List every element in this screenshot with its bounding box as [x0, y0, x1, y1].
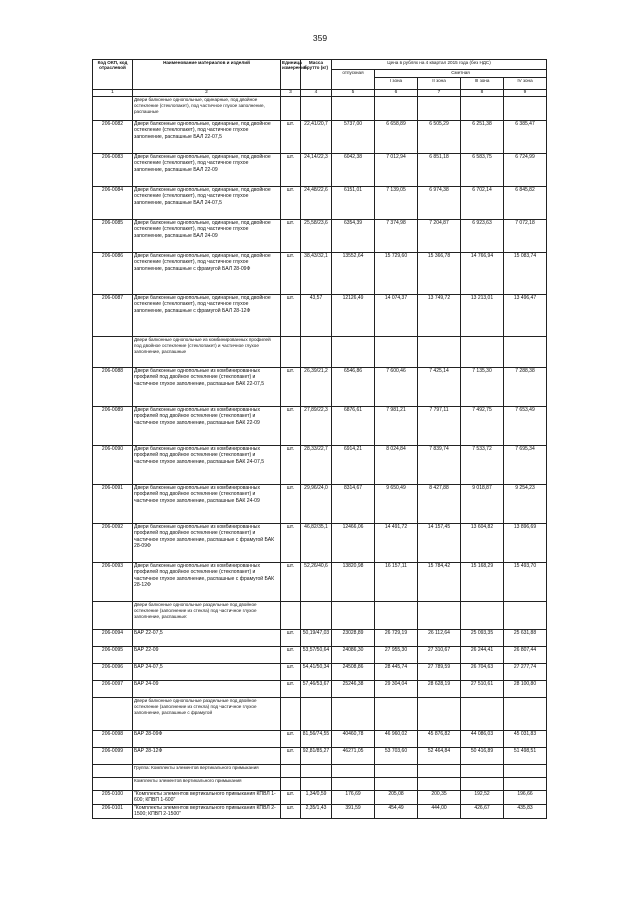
release-price-cell: 12126,49: [332, 295, 375, 337]
release-price-cell: 6151,01: [332, 187, 375, 220]
zone2-price-cell: [418, 765, 461, 778]
mass-cell: 46,82/35,1: [301, 524, 332, 563]
header-zone-4: IV зона: [504, 78, 547, 90]
zone3-price-cell: 6 251,38: [461, 121, 504, 154]
code-cell: [93, 337, 133, 368]
header-estimate: Сметная: [375, 70, 547, 78]
group-header-row: [93, 97, 547, 121]
zone1-price-cell: 46 960,02: [375, 731, 418, 748]
mass-cell: 52,26/40,6: [301, 563, 332, 602]
code-cell: 205-0100: [93, 791, 133, 805]
name-cell: Двери балконные однопольные, одинарные, под двойное остекление (стеклопакет), под частичное глухое заполнение, распашные БАЛ 22-07,5: [133, 121, 281, 154]
code-cell: 206-0082: [93, 121, 133, 154]
name-cell: "Комплекты элементов вертикального примыкания КПВЛ 2-1500; КПВП 2-1500": [133, 805, 281, 819]
zone4-price-cell: [504, 337, 547, 368]
table-row: [93, 563, 547, 602]
unit-cell: шт.: [281, 524, 301, 563]
table-row: [93, 295, 547, 337]
zone4-price-cell: 6 385,47: [504, 121, 547, 154]
mass-cell: 2,35/1,43: [301, 805, 332, 819]
name-cell: Двери балконные однопольные из комбинированных профилей под двойное остекление (стеклопакет) и частичное глухое заполнение, распашные БАК 24-09: [133, 485, 281, 524]
code-cell: 206-0096: [93, 664, 133, 681]
release-price-cell: [332, 765, 375, 778]
zone2-price-cell: 444,00: [418, 805, 461, 819]
zone3-price-cell: 7 135,30: [461, 368, 504, 407]
release-price-cell: 13820,98: [332, 563, 375, 602]
column-number: 4: [301, 90, 332, 97]
zone3-price-cell: 6 923,63: [461, 220, 504, 253]
code-cell: 206-0098: [93, 731, 133, 748]
zone1-price-cell: 205,08: [375, 791, 418, 805]
group-header-row: [93, 602, 547, 630]
name-cell: БАР 22-09: [133, 647, 281, 664]
unit-cell: шт.: [281, 748, 301, 765]
code-cell: 206-0097: [93, 681, 133, 698]
zone2-price-cell: [418, 602, 461, 630]
header-unit: Единица измерения: [281, 60, 301, 90]
header-zone-2: II зона: [418, 78, 461, 90]
zone4-price-cell: 28 100,80: [504, 681, 547, 698]
unit-cell: [281, 337, 301, 368]
release-price-cell: 6914,21: [332, 446, 375, 485]
unit-cell: шт.: [281, 446, 301, 485]
zone2-price-cell: 45 876,82: [418, 731, 461, 748]
zone2-price-cell: 7 839,74: [418, 446, 461, 485]
table-row: [93, 647, 547, 664]
zone2-price-cell: 52 464,84: [418, 748, 461, 765]
zone1-price-cell: [375, 337, 418, 368]
zone1-price-cell: [375, 765, 418, 778]
mass-cell: 24,14/22,3: [301, 154, 332, 187]
header-price-group: Цена в рублях на 4 квартал 2015 года (без НДС): [332, 60, 547, 70]
zone1-price-cell: 6 658,89: [375, 121, 418, 154]
zone4-price-cell: 13 896,69: [504, 524, 547, 563]
mass-cell: 28,33/22,7: [301, 446, 332, 485]
unit-cell: [281, 602, 301, 630]
column-number: 3: [281, 90, 301, 97]
table-row: [93, 220, 547, 253]
table-row: [93, 407, 547, 446]
code-cell: 206-0086: [93, 253, 133, 295]
code-cell: 206-0099: [93, 748, 133, 765]
code-cell: 206-0085: [93, 220, 133, 253]
name-cell: Двери балконные однопольные, одинарные, под двойное остекление (стеклопакет), под частичное глухое заполнение, распашные с фрамугой БАЛ 28-12Ф: [133, 295, 281, 337]
zone4-price-cell: [504, 765, 547, 778]
table-row: [93, 187, 547, 220]
zone3-price-cell: 26 704,63: [461, 664, 504, 681]
release-price-cell: 5737,00: [332, 121, 375, 154]
zone4-price-cell: [504, 97, 547, 121]
table-row: [93, 154, 547, 187]
zone4-price-cell: 196,66: [504, 791, 547, 805]
table-row: [93, 791, 547, 805]
code-cell: [93, 97, 133, 121]
zone1-price-cell: 7 981,21: [375, 407, 418, 446]
zone2-price-cell: 26 112,64: [418, 630, 461, 647]
name-cell: БАР 28-12Ф: [133, 748, 281, 765]
zone3-price-cell: 192,52: [461, 791, 504, 805]
zone3-price-cell: 6 583,75: [461, 154, 504, 187]
zone3-price-cell: [461, 337, 504, 368]
zone2-price-cell: 8 427,88: [418, 485, 461, 524]
mass-cell: 92,81/85,27: [301, 748, 332, 765]
name-cell: Двери балконные однопольные, одинарные, под двойное остекление (стеклопакет), под частичное глухое заполнение, распашные с фрамугой БАЛ 28-09Ф: [133, 253, 281, 295]
release-price-cell: 24508,86: [332, 664, 375, 681]
zone3-price-cell: 27 510,61: [461, 681, 504, 698]
table-row: [93, 253, 547, 295]
zone2-price-cell: 27 310,67: [418, 647, 461, 664]
name-cell: Двери балконные однопольные, одинарные, под двойное остекление (стеклопакет), под частичное глухое заполнение, распашные БАЛ 24-07,5: [133, 187, 281, 220]
zone3-price-cell: 25 093,35: [461, 630, 504, 647]
zone3-price-cell: [461, 778, 504, 791]
release-price-cell: 13552,64: [332, 253, 375, 295]
mass-cell: 54,41/50,34: [301, 664, 332, 681]
release-price-cell: 8314,67: [332, 485, 375, 524]
table-row: [93, 681, 547, 698]
zone1-price-cell: 27 955,30: [375, 647, 418, 664]
unit-cell: шт.: [281, 368, 301, 407]
column-number: 8: [461, 90, 504, 97]
release-price-cell: 176,69: [332, 791, 375, 805]
group-header-row: [93, 698, 547, 731]
table-row: [93, 524, 547, 563]
column-number: 1: [93, 90, 133, 97]
zone2-price-cell: 7 425,14: [418, 368, 461, 407]
zone4-price-cell: [504, 602, 547, 630]
zone4-price-cell: 7 695,34: [504, 446, 547, 485]
zone2-price-cell: [418, 698, 461, 731]
price-table: [92, 59, 547, 819]
zone2-price-cell: 200,35: [418, 791, 461, 805]
release-price-cell: 40460,78: [332, 731, 375, 748]
header-mass: Масса брутто (кг): [301, 60, 332, 90]
table-row: [93, 368, 547, 407]
zone3-price-cell: 14 766,94: [461, 253, 504, 295]
zone1-price-cell: 7 374,98: [375, 220, 418, 253]
group-header-row: [93, 765, 547, 778]
zone1-price-cell: 454,49: [375, 805, 418, 819]
zone1-price-cell: 14 491,72: [375, 524, 418, 563]
mass-cell: [301, 602, 332, 630]
unit-cell: шт.: [281, 630, 301, 647]
zone3-price-cell: 426,67: [461, 805, 504, 819]
code-cell: 206-0095: [93, 647, 133, 664]
unit-cell: шт.: [281, 805, 301, 819]
release-price-cell: [332, 97, 375, 121]
table-row: [93, 446, 547, 485]
table-row: [93, 748, 547, 765]
table-row: [93, 731, 547, 748]
name-cell: Двери балконные однопольные, одинарные, под двойное остекление (стеклопакет), под частичное глухое заполнение, распашные БАЛ 24-09: [133, 220, 281, 253]
unit-cell: шт.: [281, 563, 301, 602]
zone3-price-cell: 13 213,01: [461, 295, 504, 337]
unit-cell: [281, 97, 301, 121]
zone3-price-cell: 9 018,87: [461, 485, 504, 524]
mass-cell: [301, 337, 332, 368]
group-name-cell: Комплекты элементов вертикального примыкания: [133, 778, 281, 791]
code-cell: [93, 765, 133, 778]
zone2-price-cell: 6 505,29: [418, 121, 461, 154]
header-name: Наименование материалов и изделий: [133, 60, 281, 90]
code-cell: 206-0101: [93, 805, 133, 819]
zone2-price-cell: 14 157,45: [418, 524, 461, 563]
name-cell: Двери балконные однопольные из комбинированных профилей под двойное остекление (стеклопакет) и частичное глухое заполнение, распашные с фрамугой БАК 28-09Ф: [133, 524, 281, 563]
unit-cell: шт.: [281, 485, 301, 524]
name-cell: Двери балконные однопольные из комбинированных профилей под двойное остекление (стеклопакет) и частичное глухое заполнение, распашные с фрамугой БАК 28-12Ф: [133, 563, 281, 602]
code-cell: 206-0087: [93, 295, 133, 337]
zone1-price-cell: 16 157,11: [375, 563, 418, 602]
release-price-cell: 23028,89: [332, 630, 375, 647]
zone1-price-cell: 7 139,05: [375, 187, 418, 220]
zone1-price-cell: 53 703,60: [375, 748, 418, 765]
mass-cell: 57,46/53,67: [301, 681, 332, 698]
name-cell: Двери балконные однопольные из комбинированных профилей под двойное остекление (стеклопакет) и частичное глухое заполнение, распашные БАК 22-07,5: [133, 368, 281, 407]
table-row: [93, 121, 547, 154]
zone2-price-cell: 6 974,38: [418, 187, 461, 220]
mass-cell: 1,34/0,59: [301, 791, 332, 805]
unit-cell: шт.: [281, 664, 301, 681]
mass-cell: [301, 698, 332, 731]
mass-cell: 29,96/24,0: [301, 485, 332, 524]
code-cell: 206-0091: [93, 485, 133, 524]
zone3-price-cell: [461, 698, 504, 731]
zone2-price-cell: 7 797,11: [418, 407, 461, 446]
zone3-price-cell: [461, 602, 504, 630]
zone3-price-cell: 13 604,82: [461, 524, 504, 563]
release-price-cell: 391,59: [332, 805, 375, 819]
zone4-price-cell: 9 254,23: [504, 485, 547, 524]
code-cell: 206-0093: [93, 563, 133, 602]
zone3-price-cell: 6 702,14: [461, 187, 504, 220]
mass-cell: [301, 97, 332, 121]
release-price-cell: 6042,38: [332, 154, 375, 187]
name-cell: Двери балконные однопольные, одинарные, под двойное остекление (стеклопакет), под частичное глухое заполнение, распашные БАЛ 22-09: [133, 154, 281, 187]
zone1-price-cell: 14 074,37: [375, 295, 418, 337]
unit-cell: шт.: [281, 220, 301, 253]
release-price-cell: [332, 698, 375, 731]
zone1-price-cell: [375, 778, 418, 791]
column-number: 5: [332, 90, 375, 97]
zone4-price-cell: 13 496,47: [504, 295, 547, 337]
zone3-price-cell: 44 086,03: [461, 731, 504, 748]
zone3-price-cell: 26 244,41: [461, 647, 504, 664]
release-price-cell: 6876,61: [332, 407, 375, 446]
name-cell: БАР 22-07,5: [133, 630, 281, 647]
zone2-price-cell: 15 366,78: [418, 253, 461, 295]
zone1-price-cell: 8 024,84: [375, 446, 418, 485]
unit-cell: шт.: [281, 121, 301, 154]
zone2-price-cell: [418, 97, 461, 121]
zone2-price-cell: 6 851,18: [418, 154, 461, 187]
unit-cell: шт.: [281, 647, 301, 664]
column-number: 2: [133, 90, 281, 97]
zone1-price-cell: 9 650,49: [375, 485, 418, 524]
release-price-cell: [332, 602, 375, 630]
zone4-price-cell: 6 845,82: [504, 187, 547, 220]
release-price-cell: 6546,86: [332, 368, 375, 407]
name-cell: Двери балконные однопольные из комбинированных профилей под двойное остекление (стеклопакет) и частичное глухое заполнение, распашные БАК 22-09: [133, 407, 281, 446]
group-name-cell: Группа: Комплекты элементов вертикального примыкания: [133, 765, 281, 778]
unit-cell: шт.: [281, 295, 301, 337]
group-name-cell: Двери балконные однопольные раздельные под двойное остекление (заполнение из стекла) под частичное глухое заполнение, распашные с фрамугой: [133, 698, 281, 731]
name-cell: БАР 24-09: [133, 681, 281, 698]
code-cell: 206-0089: [93, 407, 133, 446]
header-code: Код ОКП, код отраслевой: [93, 60, 133, 90]
code-cell: 206-0092: [93, 524, 133, 563]
column-number: 6: [375, 90, 418, 97]
zone4-price-cell: 15 493,70: [504, 563, 547, 602]
zone4-price-cell: 25 631,88: [504, 630, 547, 647]
code-cell: 206-0088: [93, 368, 133, 407]
release-price-cell: [332, 778, 375, 791]
zone1-price-cell: 28 445,74: [375, 664, 418, 681]
mass-cell: [301, 778, 332, 791]
zone4-price-cell: 51 498,51: [504, 748, 547, 765]
unit-cell: [281, 765, 301, 778]
zone3-price-cell: [461, 765, 504, 778]
header-release: отпускная: [332, 70, 375, 90]
code-cell: 206-0090: [93, 446, 133, 485]
unit-cell: шт.: [281, 253, 301, 295]
group-header-row: [93, 778, 547, 791]
zone3-price-cell: 50 416,89: [461, 748, 504, 765]
zone4-price-cell: [504, 778, 547, 791]
mass-cell: 38,43/32,1: [301, 253, 332, 295]
zone4-price-cell: [504, 698, 547, 731]
release-price-cell: 12466,06: [332, 524, 375, 563]
zone3-price-cell: 7 533,72: [461, 446, 504, 485]
mass-cell: 50,19/47,03: [301, 630, 332, 647]
table-row: [93, 485, 547, 524]
column-number-row: [93, 90, 547, 97]
mass-cell: 22,41/20,7: [301, 121, 332, 154]
zone4-price-cell: 45 031,83: [504, 731, 547, 748]
column-number: 7: [418, 90, 461, 97]
table-row: [93, 664, 547, 681]
code-cell: 206-0094: [93, 630, 133, 647]
zone4-price-cell: 6 724,99: [504, 154, 547, 187]
zone4-price-cell: 7 288,38: [504, 368, 547, 407]
header-zone-1: I зона: [375, 78, 418, 90]
group-header-row: [93, 337, 547, 368]
unit-cell: шт.: [281, 681, 301, 698]
column-number: 9: [504, 90, 547, 97]
zone2-price-cell: 7 204,87: [418, 220, 461, 253]
zone4-price-cell: 435,83: [504, 805, 547, 819]
group-name-cell: Двери балконные однопольные, одинарные, под двойное остекление (стеклопакет), под частичное глухое заполнение, распашные: [133, 97, 281, 121]
mass-cell: [301, 765, 332, 778]
zone1-price-cell: [375, 97, 418, 121]
table-row: [93, 630, 547, 647]
zone2-price-cell: 27 789,59: [418, 664, 461, 681]
zone4-price-cell: 15 083,74: [504, 253, 547, 295]
header-zone-3: III зона: [461, 78, 504, 90]
zone1-price-cell: 15 729,60: [375, 253, 418, 295]
zone2-price-cell: [418, 778, 461, 791]
zone2-price-cell: 28 628,19: [418, 681, 461, 698]
release-price-cell: 24086,30: [332, 647, 375, 664]
table-row: [93, 805, 547, 819]
code-cell: [93, 698, 133, 731]
unit-cell: [281, 698, 301, 731]
release-price-cell: 6354,39: [332, 220, 375, 253]
code-cell: [93, 602, 133, 630]
name-cell: БАР 24-07,5: [133, 664, 281, 681]
unit-cell: шт.: [281, 407, 301, 446]
table-body: [93, 97, 547, 819]
mass-cell: 53,57/50,64: [301, 647, 332, 664]
code-cell: 206-0083: [93, 154, 133, 187]
zone1-price-cell: [375, 698, 418, 731]
mass-cell: 43,57: [301, 295, 332, 337]
zone1-price-cell: [375, 602, 418, 630]
zone3-price-cell: 7 492,75: [461, 407, 504, 446]
zone4-price-cell: 26 807,44: [504, 647, 547, 664]
zone3-price-cell: 15 168,29: [461, 563, 504, 602]
mass-cell: 81,56/74,55: [301, 731, 332, 748]
unit-cell: [281, 778, 301, 791]
release-price-cell: 46271,05: [332, 748, 375, 765]
zone2-price-cell: 15 784,42: [418, 563, 461, 602]
mass-cell: 26,39/21,2: [301, 368, 332, 407]
unit-cell: шт.: [281, 731, 301, 748]
code-cell: [93, 778, 133, 791]
unit-cell: шт.: [281, 154, 301, 187]
group-name-cell: Двери балконные однопольные из комбинированных профилей под двойное остекление (стеклопакет) и частичное глухое заполнение, распашные: [133, 337, 281, 368]
zone2-price-cell: 13 749,72: [418, 295, 461, 337]
name-cell: Двери балконные однопольные из комбинированных профилей под двойное остекление (стеклопакет) и частичное глухое заполнение, распашные БАК 24-07,5: [133, 446, 281, 485]
zone1-price-cell: 26 729,19: [375, 630, 418, 647]
group-name-cell: Двери балконные однопольные раздельные под двойное остекление (заполнение из стекла) под частичное глухое заполнение, распашные:: [133, 602, 281, 630]
name-cell: БАР 28-09Ф: [133, 731, 281, 748]
name-cell: "Комплекты элементов вертикального примыкания КПВЛ 1-600; КПВП 1-600": [133, 791, 281, 805]
release-price-cell: [332, 337, 375, 368]
unit-cell: шт.: [281, 791, 301, 805]
zone4-price-cell: 27 277,74: [504, 664, 547, 681]
zone1-price-cell: 29 304,04: [375, 681, 418, 698]
page-number: 359: [312, 33, 328, 43]
mass-cell: 24,48/22,6: [301, 187, 332, 220]
release-price-cell: 25246,38: [332, 681, 375, 698]
zone4-price-cell: 7 653,49: [504, 407, 547, 446]
code-cell: 206-0084: [93, 187, 133, 220]
zone1-price-cell: 7 012,94: [375, 154, 418, 187]
mass-cell: 27,89/22,3: [301, 407, 332, 446]
unit-cell: шт.: [281, 187, 301, 220]
mass-cell: 25,58/23,6: [301, 220, 332, 253]
zone3-price-cell: [461, 97, 504, 121]
zone4-price-cell: 7 072,18: [504, 220, 547, 253]
zone1-price-cell: 7 600,46: [375, 368, 418, 407]
zone2-price-cell: [418, 337, 461, 368]
